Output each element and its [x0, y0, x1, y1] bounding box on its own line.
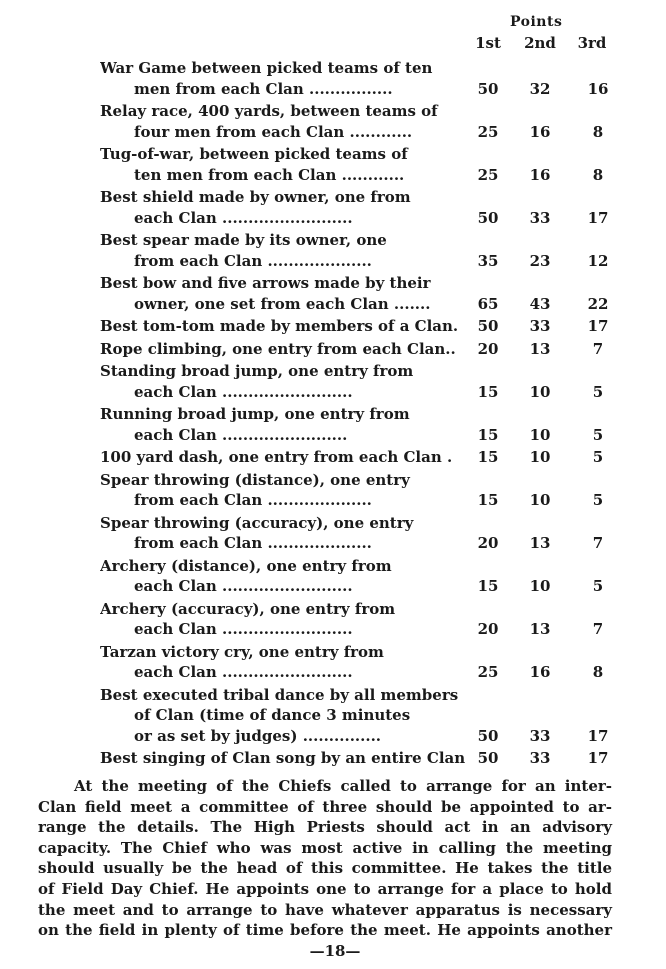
- event-description: [100, 58, 470, 99]
- paragraph-line: of Field Day Chief. He appoints one to arrange for a place to hold: [38, 879, 612, 898]
- points-1st: 25: [477, 165, 499, 184]
- event-description-line: Best shield made by owner, one from: [100, 188, 411, 206]
- event-description-line: Spear throwing (distance), one entry: [100, 470, 410, 489]
- paragraph-line: on the field in plenty of time before the meet. He appoints another: [38, 921, 612, 940]
- event-description: [100, 447, 470, 468]
- event-description: [100, 404, 470, 445]
- event-description-line: Best spear made by its owner, one: [100, 231, 387, 249]
- points-3rd: 16: [587, 79, 609, 98]
- event-description: [100, 361, 470, 402]
- event-description-line: each Clan .........................: [134, 382, 353, 401]
- event-description: [100, 316, 470, 337]
- event-description-line: Relay race, 400 yards, between teams of: [100, 102, 438, 120]
- event-description-line: ten men from each Clan ............: [134, 165, 405, 184]
- event-description-line: four men from each Clan ............: [134, 122, 413, 141]
- points-2nd: 10: [529, 448, 551, 466]
- points-2nd: 10: [529, 491, 551, 509]
- event-description-line: Spear throwing (accuracy), one entry: [100, 513, 414, 532]
- points-2nd: 33: [529, 317, 551, 335]
- event-description-line: or as set by judges) ...............: [134, 726, 382, 745]
- event-row: [0, 685, 666, 747]
- paragraph-line: capacity. The Chief who was most active in calling the meeting: [38, 838, 612, 857]
- event-description-line: Standing broad jump, one entry from: [100, 362, 414, 380]
- points-3rd: 7: [592, 534, 604, 552]
- column-header-1st: 1st: [475, 34, 501, 52]
- event-description-line: owner, one set from each Clan .......: [134, 294, 431, 313]
- event-description: [100, 187, 470, 228]
- points-2nd: 23: [529, 251, 551, 270]
- event-description-line: Rope climbing, one entry from each Clan..: [100, 339, 456, 358]
- event-description-line: each Clan .........................: [134, 663, 353, 681]
- points-1st: 25: [477, 122, 499, 141]
- points-3rd: 7: [592, 620, 604, 638]
- points-1st: 15: [477, 382, 499, 401]
- points-1st: 15: [477, 425, 499, 444]
- event-description-line: each Clan .........................: [134, 577, 353, 595]
- event-row: [0, 447, 666, 468]
- points-3rd: 8: [592, 663, 604, 681]
- points-3rd: 5: [592, 425, 604, 444]
- points-1st: 50: [477, 749, 499, 767]
- paragraph-line: Clan field meet a committee of three should be appointed to ar-: [38, 797, 612, 816]
- event-description: [100, 748, 470, 769]
- points-3rd: 5: [592, 491, 604, 509]
- points-2nd: 10: [529, 382, 551, 401]
- event-description-line: each Clan .........................: [134, 620, 353, 638]
- points-2nd: 33: [529, 726, 551, 745]
- points-3rd: 17: [587, 317, 609, 335]
- points-1st: 15: [477, 491, 499, 509]
- event-row: [0, 748, 666, 769]
- event-row: [0, 599, 666, 640]
- event-description: [100, 144, 470, 185]
- event-description-line: Tug-of-war, between picked teams of: [100, 145, 408, 163]
- event-description-line: Archery (accuracy), one entry from: [100, 599, 396, 618]
- points-3rd: 8: [592, 165, 604, 184]
- event-description-line: Best bow and five arrows made by their: [100, 274, 431, 292]
- event-description-line: Running broad jump, one entry from: [100, 405, 410, 423]
- event-description-line: 100 yard dash, one entry from each Clan .: [100, 448, 453, 466]
- event-row: [0, 101, 666, 142]
- points-heading: Points: [510, 14, 563, 30]
- points-1st: 50: [477, 79, 499, 98]
- points-1st: 20: [477, 339, 499, 358]
- event-description: [100, 230, 470, 271]
- points-1st: 35: [477, 251, 499, 270]
- points-3rd: 17: [587, 726, 609, 745]
- event-row: [0, 361, 666, 402]
- body-paragraph: [38, 776, 612, 941]
- points-3rd: 12: [587, 251, 609, 270]
- points-2nd: 13: [529, 534, 551, 552]
- event-description-line: Best tom-tom made by members of a Clan.: [100, 317, 459, 335]
- event-description-line: Best singing of Clan song by an entire Clan: [100, 749, 466, 767]
- event-row: [0, 404, 666, 445]
- points-2nd: 43: [529, 294, 551, 313]
- event-description-line: Tarzan victory cry, one entry from: [100, 642, 384, 661]
- points-2nd: 10: [529, 425, 551, 444]
- paragraph-line: range the details. The High Priests should act in an advisory: [38, 818, 612, 837]
- event-row: [0, 58, 666, 99]
- points-1st: 15: [477, 448, 499, 466]
- event-description: [100, 685, 470, 747]
- event-row: [0, 556, 666, 597]
- event-description: [100, 339, 470, 360]
- column-header-2nd: 2nd: [524, 34, 556, 52]
- event-description-line: each Clan ........................: [134, 425, 348, 444]
- points-3rd: 5: [592, 382, 604, 401]
- points-1st: 65: [477, 294, 499, 313]
- event-description-line: of Clan (time of dance 3 minutes: [134, 706, 411, 724]
- event-description: [100, 599, 470, 640]
- event-description: [100, 556, 470, 597]
- points-2nd: 13: [529, 620, 551, 638]
- event-row: [0, 513, 666, 554]
- event-row: [0, 273, 666, 314]
- event-description-line: Archery (distance), one entry from: [100, 556, 392, 575]
- points-3rd: 7: [592, 339, 604, 358]
- points-1st: 50: [477, 726, 499, 745]
- paragraph-line: the meet and to arrange to have whatever apparatus is necessary: [38, 900, 612, 919]
- event-description: [100, 470, 470, 511]
- event-row: [0, 642, 666, 683]
- event-row: [0, 230, 666, 271]
- event-description-line: War Game between picked teams of ten: [100, 59, 433, 77]
- column-header-3rd: 3rd: [577, 34, 607, 52]
- points-3rd: 17: [587, 749, 609, 767]
- points-1st: 50: [477, 208, 499, 227]
- points-1st: 20: [477, 534, 499, 552]
- event-description-line: from each Clan ....................: [134, 251, 372, 270]
- event-row: [0, 339, 666, 360]
- points-2nd: 33: [529, 749, 551, 767]
- event-row: [0, 470, 666, 511]
- points-3rd: 5: [592, 448, 604, 466]
- event-description: [100, 513, 470, 554]
- points-3rd: 17: [587, 208, 609, 227]
- points-1st: 25: [477, 663, 499, 681]
- points-2nd: 10: [529, 577, 551, 595]
- event-description-line: from each Clan ....................: [134, 534, 372, 552]
- points-1st: 50: [477, 317, 499, 335]
- event-description-line: each Clan .........................: [134, 208, 353, 227]
- event-description: [100, 101, 470, 142]
- points-3rd: 5: [592, 577, 604, 595]
- points-1st: 20: [477, 620, 499, 638]
- points-1st: 15: [477, 577, 499, 595]
- points-3rd: 22: [587, 294, 609, 313]
- page-number: —18—: [309, 942, 361, 960]
- event-description-line: men from each Clan ................: [134, 79, 393, 98]
- points-2nd: 16: [529, 122, 551, 141]
- points-2nd: 33: [529, 208, 551, 227]
- event-row: [0, 316, 666, 337]
- event-description-line: Best executed tribal dance by all members: [100, 685, 459, 704]
- event-description: [100, 642, 470, 683]
- points-2nd: 16: [529, 663, 551, 681]
- event-row: [0, 187, 666, 228]
- event-row: [0, 144, 666, 185]
- points-2nd: 13: [529, 339, 551, 358]
- event-description: [100, 273, 470, 314]
- events-table: [0, 56, 666, 769]
- event-description-line: from each Clan ....................: [134, 491, 372, 509]
- points-2nd: 32: [529, 79, 551, 98]
- paragraph-line: At the meeting of the Chiefs called to arrange for an inter-: [74, 777, 612, 795]
- points-2nd: 16: [529, 165, 551, 184]
- column-headers: [470, 34, 632, 54]
- paragraph-line: should usually be the head of this committee. He takes the title: [38, 859, 612, 878]
- points-3rd: 8: [592, 122, 604, 141]
